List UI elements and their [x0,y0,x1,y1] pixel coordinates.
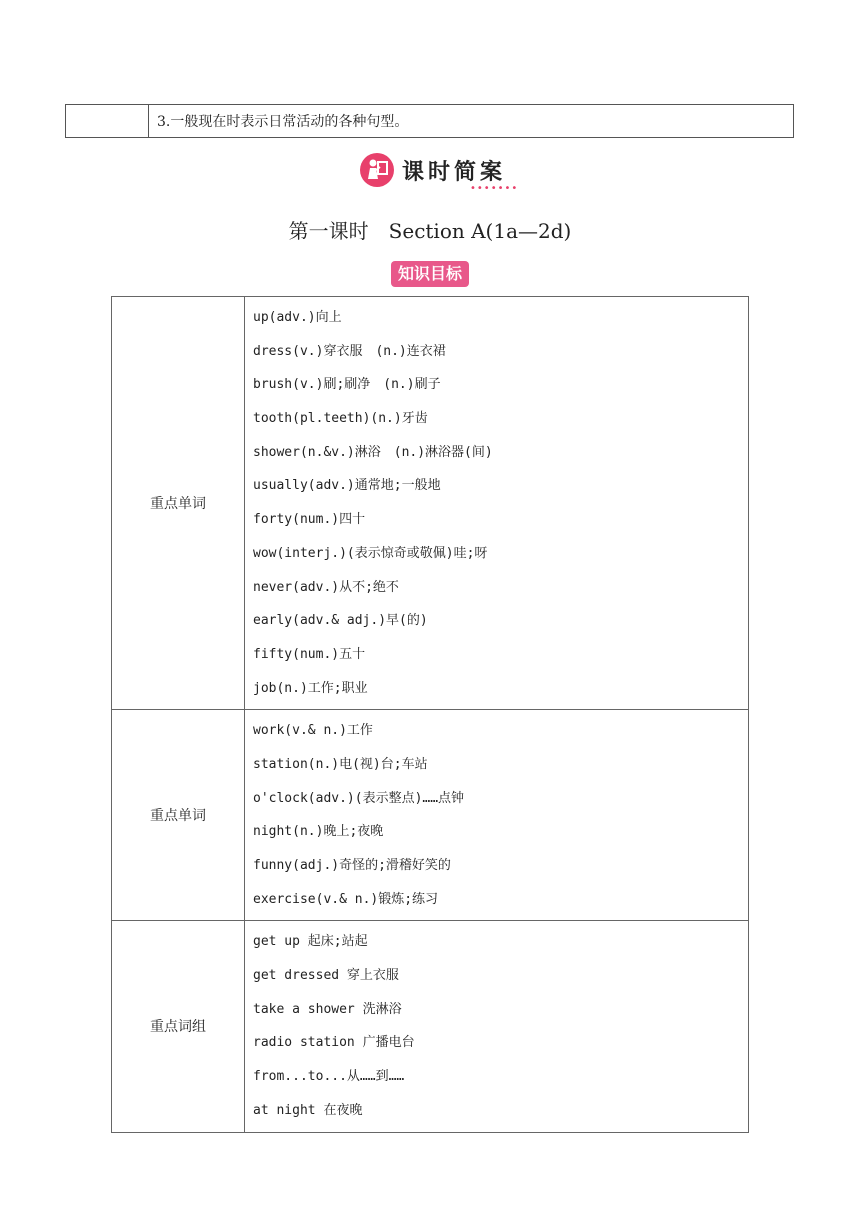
category-cell: 重点单词 [112,710,245,921]
objective-text: 3.一般现在时表示日常活动的各种句型。 [149,105,794,138]
objectives-table-tail [65,104,794,138]
category-cell: 重点单词 [112,297,245,710]
list-item: take a shower 洗淋浴 [253,1001,402,1017]
list-item: work(v.& n.)工作 [253,723,373,739]
list-item: get dressed 穿上衣服 [253,968,399,984]
list-item: wow(interj.)(表示惊奇或敬佩)哇;呀 [253,545,488,561]
list-item: station(n.)电(视)台;车站 [253,756,428,772]
items-cell [245,710,749,921]
items-cell [245,921,749,1132]
list-item: night(n.)晚上;夜晚 [253,824,384,840]
table-row [112,710,749,921]
list-item: brush(v.)刷;刷净 (n.)刷子 [253,377,441,393]
list-item: exercise(v.& n.)锻炼;练习 [253,891,439,907]
category-cell: 重点词组 [112,921,245,1132]
list-item: dress(v.)穿衣服 (n.)连衣裙 [253,343,446,359]
list-item: never(adv.)从不;绝不 [253,579,399,595]
list-item: job(n.)工作;职业 [253,680,368,696]
list-item: o'clock(adv.)(表示整点)……点钟 [253,790,465,806]
list-item: forty(num.)四十 [253,512,366,528]
lesson-plan-title: 课时简案 [402,160,507,185]
list-item: get up 起床;站起 [253,934,368,950]
list-item: from...to...从……到…… [253,1069,405,1085]
list-item: fifty(num.)五十 [253,646,366,662]
knowledge-goal-tag: 知识目标 [391,261,469,287]
empty-cell [66,105,149,138]
table-row [112,921,749,1132]
list-item: up(adv.)向上 [253,310,342,325]
list-item: radio station 广播电台 [253,1035,415,1051]
list-item: early(adv.& adj.)早(的) [253,613,428,629]
lesson-title: 第一课时 Section A(1a—2d) [288,219,572,243]
items-cell [245,297,749,710]
decorative-dots: ••••••• [470,183,519,194]
lesson-plan-header [360,153,520,194]
table-row [112,297,749,710]
vocabulary-table [111,296,749,1133]
list-item: shower(n.&v.)淋浴 (n.)淋浴器(间) [253,444,493,460]
list-item: tooth(pl.teeth)(n.)牙齿 [253,411,428,427]
list-item: at night 在夜晚 [253,1102,363,1118]
list-item: funny(adj.)奇怪的;滑稽好笑的 [253,858,451,873]
lesson-plan-icon [360,153,394,187]
list-item: usually(adv.)通常地;一般地 [253,478,441,494]
